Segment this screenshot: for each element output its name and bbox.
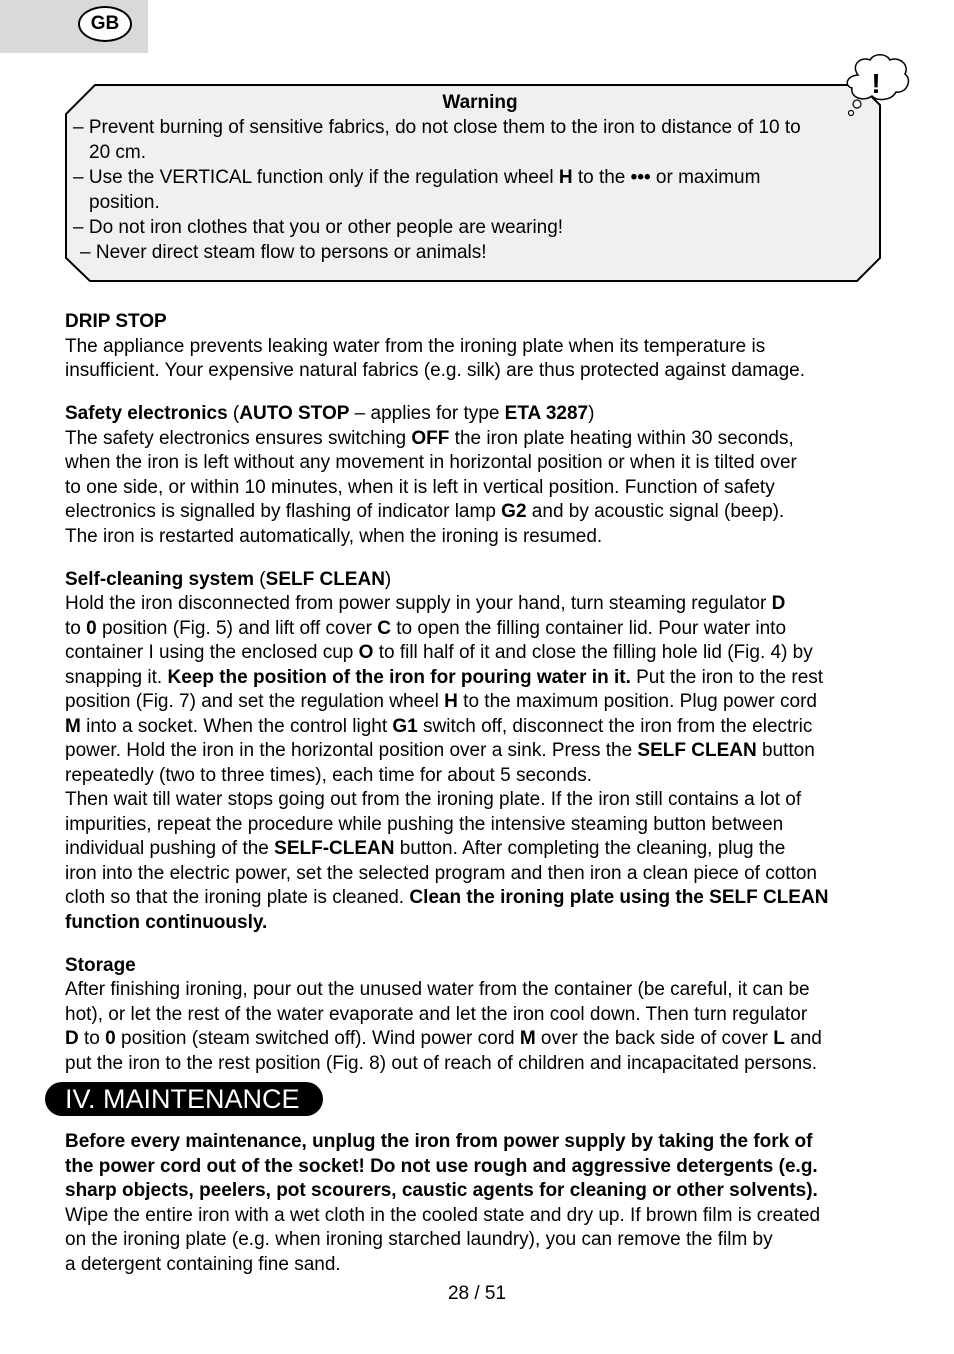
warning-line-3: – Use the VERTICAL function only if the regulation wheel H to the ••• or maximum xyxy=(73,167,761,188)
drip-stop-text: The appliance prevents leaking water from the ironing plate when its temperature is insufficient. Your expensive natural fabrics (e.g. silk) are thus protected against damage. xyxy=(65,335,806,381)
warning-line-6: – Never direct steam flow to persons or animals! xyxy=(80,242,487,263)
svg-text:!: ! xyxy=(871,68,881,99)
self-clean-heading: Self-cleaning system (SELF CLEAN) xyxy=(65,568,392,590)
safety-heading: Safety electronics (AUTO STOP – applies for type ETA 3287) xyxy=(65,403,595,424)
drip-stop-section xyxy=(65,310,895,1076)
warning-line-1: – Prevent burning of sensitive fabrics, do not close them to the iron to distance of 10 to xyxy=(73,117,801,138)
warning-line-2: 20 cm. xyxy=(89,142,147,163)
storage-text: After finishing ironing, pour out the unused water from the container (be careful, it can be hot), or let the rest of the water evaporate and let the iron cool down. Then turn regulator D to 0 position (steam switched off). Wind power cord M over the back side of cover L and put the iron to the rest position (Fig. 8) out of reach of children and incapacitated persons. xyxy=(65,979,822,1074)
warning-line-5: – Do not iron clothes that you or other people are wearing! xyxy=(73,217,564,238)
storage-heading: Storage xyxy=(65,954,136,976)
warning-title: Warning xyxy=(442,92,518,113)
maintenance-text: Wipe the entire iron with a wet cloth in the cooled state and dry up. If brown film is created on the ironing plate (e.g. when ironing starched laundry), you can remove the film by a detergent containing fine sand. xyxy=(65,1204,821,1275)
self-clean-text: Hold the iron disconnected from power supply in your hand, turn steaming regulator D to 0 position (Fig. 5) and lift off cover C to open the filling container lid. Pour water into container I using the enclosed cup O to fill half of it and close the filling hole lid (Fig. 4) by snapping it. Keep the position of the iron for pouring water in it. Put the iron to the rest position (Fig. 7) and set the regulation wheel H to the maximum position. Plug power cord M into a socket. When the control light G1 switch off, disconnect the iron from the electric power. Hold the iron in the horizontal position over a sink. Press the SELF CLEAN button repeatedly (two to three times), each time for about 5 seconds. Then wait till water stops going out from the ironing plate. If the iron still contains a lot of impurities, repeat the procedure while pushing the intensive steaming button between individual pushing of the SELF-CLEAN button. After completing the cleaning, plug the iron into the electric power, set the selected program and then iron a clean piece of cotton cloth so that the ironing plate is cleaned. Clean the ironing plate using the SELF CLEAN function continuously. xyxy=(65,593,829,933)
maintenance-section-heading: IV. MAINTENANCE xyxy=(45,1082,323,1116)
safety-text: The safety electronics ensures switching OFF the iron plate heating within 30 seconds, when the iron is left without any movement in horizontal position or when it is tilted over to one side, or within 10 minutes, when it is left in vertical position. Function of safety electronics is signalled by flashing of indicator lamp G2 and by acoustic signal (beep). The iron is restarted automatically, when the ironing is resumed. xyxy=(65,427,797,547)
language-badge: GB xyxy=(78,6,132,42)
warning-line-4: position. xyxy=(89,192,160,213)
maintenance-warning-text: Before every maintenance, unplug the iron from power supply by taking the fork of the power cord out of the socket! Do not use rough and aggressive detergents (e.g. sharp objects, peelers, pot scourers, caustic agents for cleaning or other solvents). xyxy=(65,1131,818,1201)
drip-stop-heading: DRIP STOP xyxy=(65,311,167,332)
maintenance-section xyxy=(65,1130,895,1277)
page-number: 28 / 51 xyxy=(447,1283,507,1304)
